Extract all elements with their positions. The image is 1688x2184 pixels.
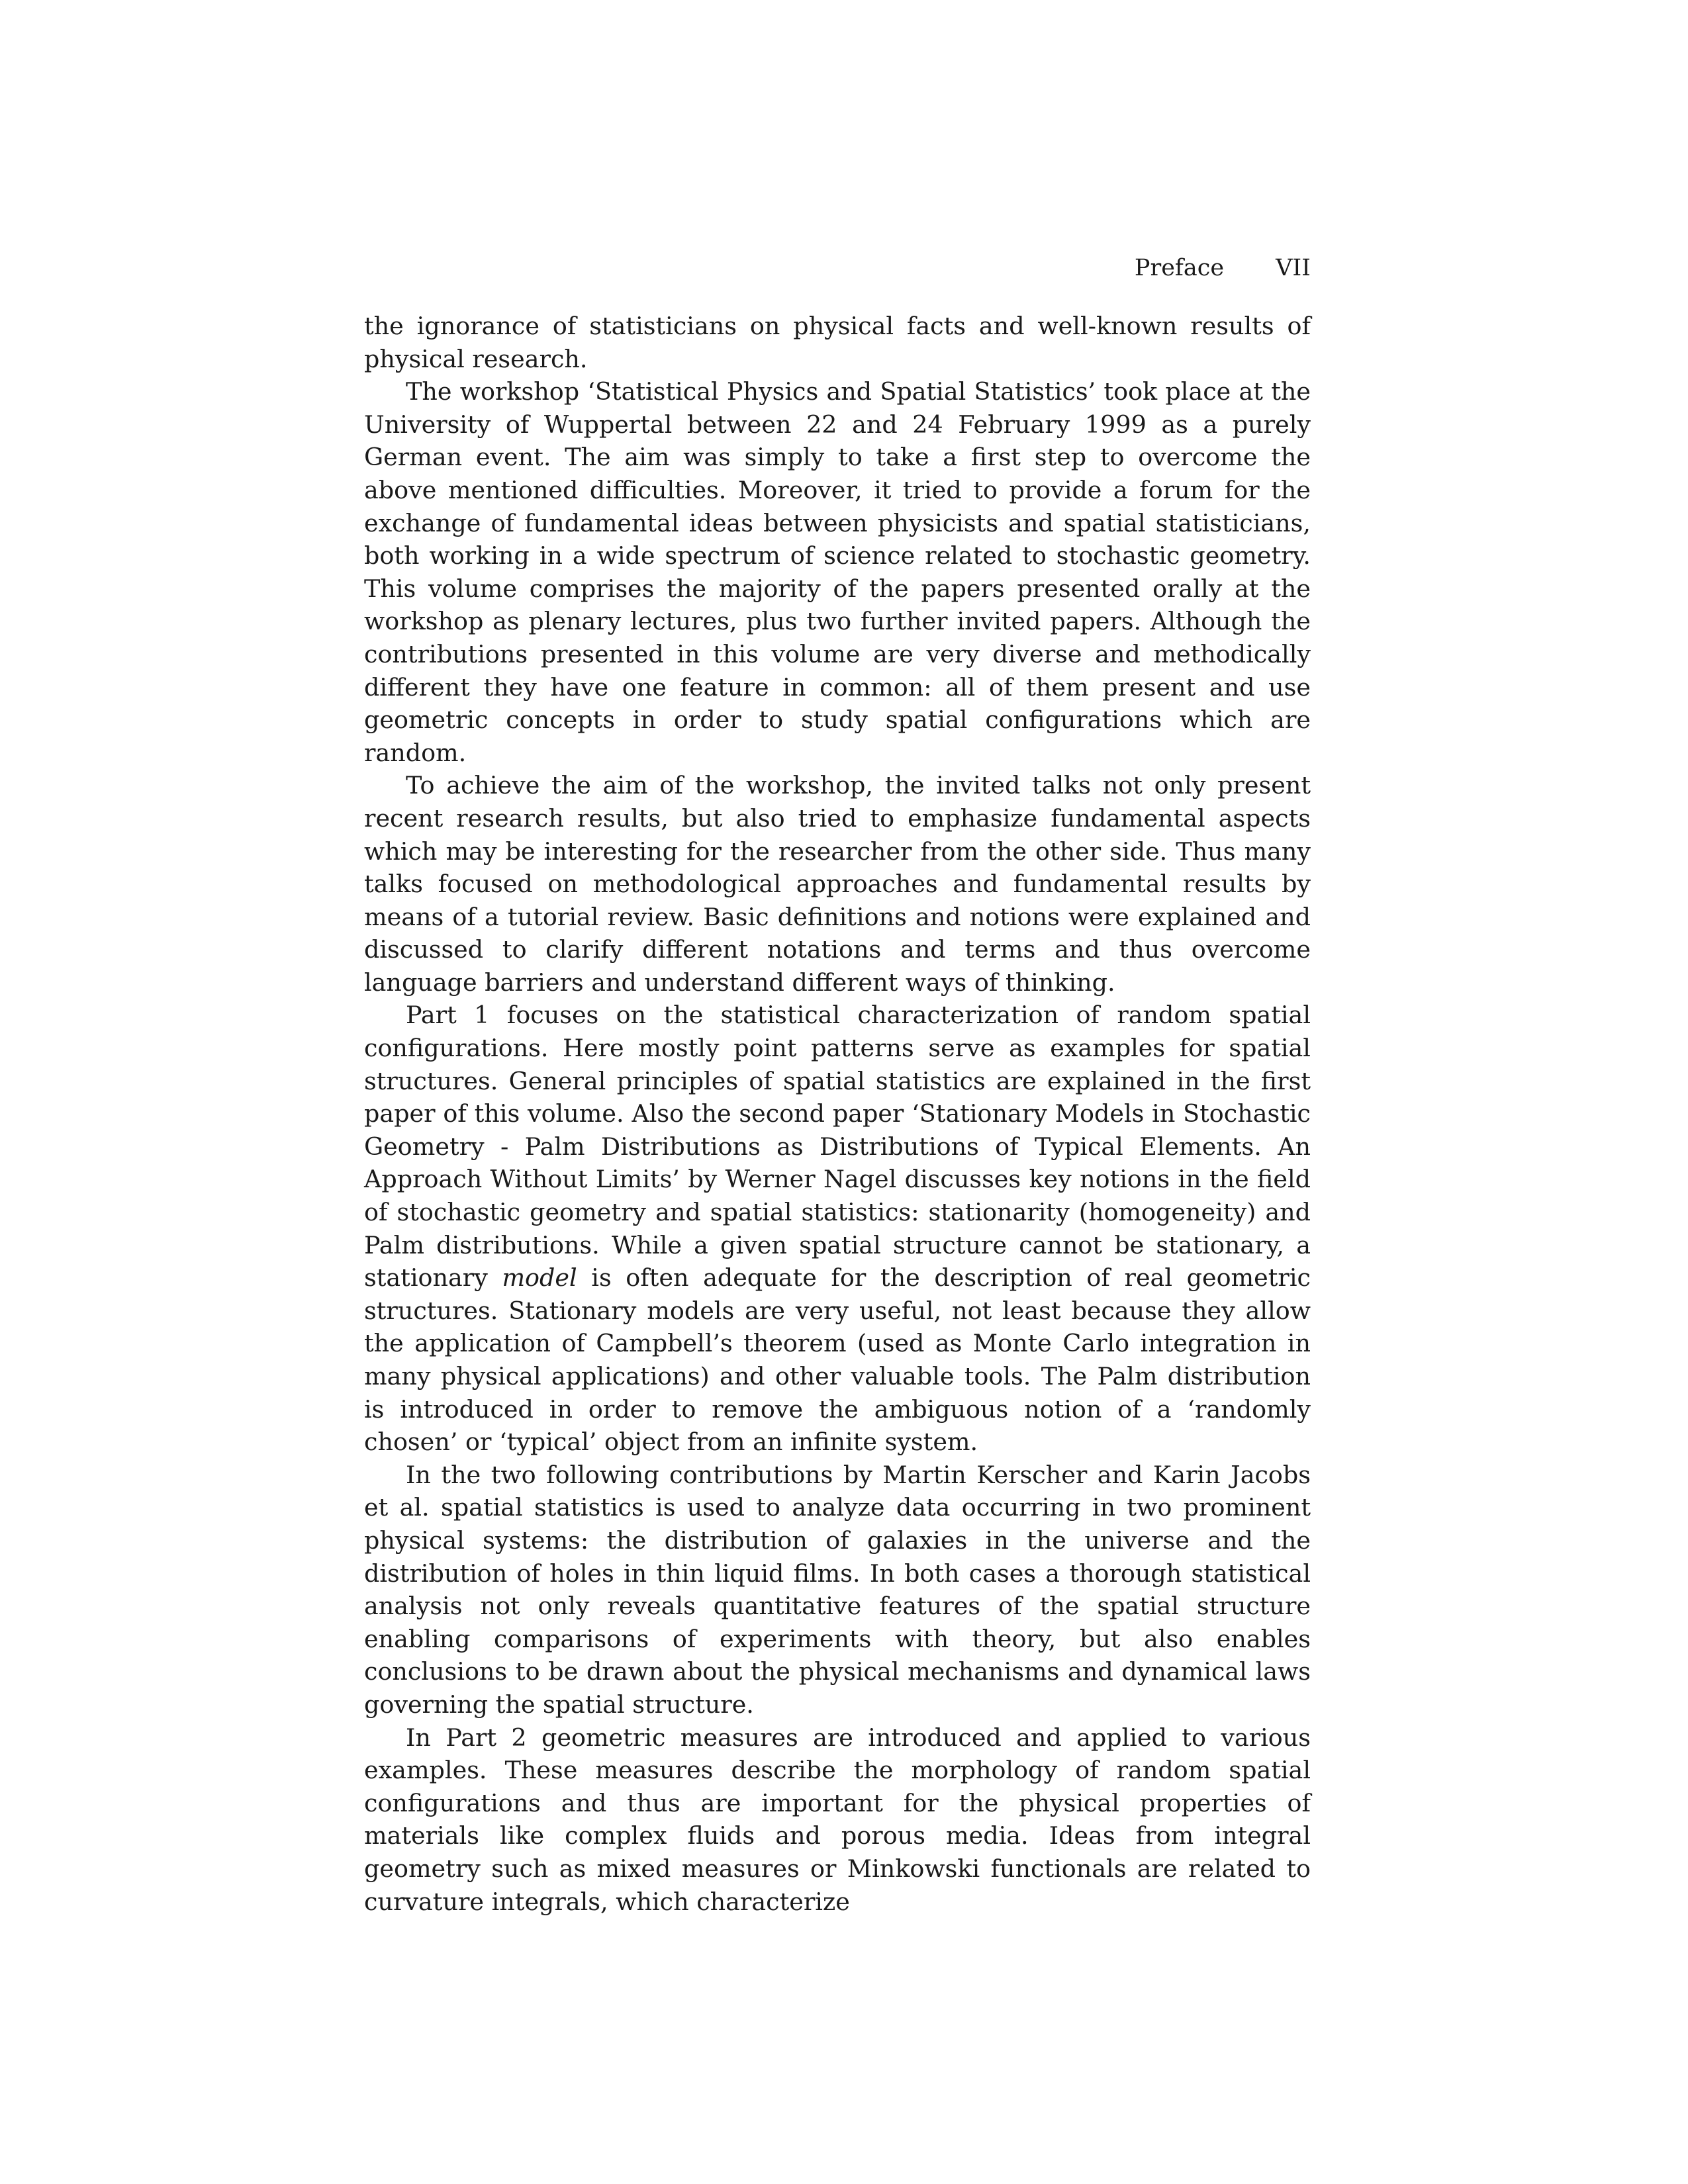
paragraph-1: the ignorance of statisticians on physical facts and well-known results of physical research. — [364, 312, 1311, 373]
paragraph-6: In Part 2 geometric measures are introduced and applied to various examples. These measures describe the morphology of random spatial configurations and thus are important for the physical properties of materials like complex fluids and porous media. Ideas from integral geometry such as mixed measures or Minkowski functionals are related to curvature integrals, which characterize — [364, 1723, 1311, 1916]
paragraph-4-part-2: is often adequate for the description of real geometric structures. Stationary models are very useful, not least because they allow the application of Campbell’s theorem (used as Monte Carlo integration in many physical applications) and other valuable tools. The Palm distribution is introduced in order to remove the ambiguous notion of a ‘randomly chosen’ or ‘typical’ object from an infinite system. — [364, 1263, 1311, 1457]
running-header — [364, 251, 1311, 285]
header-title: Preface — [1134, 255, 1225, 281]
paragraph-4-part-1: Part 1 focuses on the statistical characterization of random spatial configurations. Here mostly point patterns serve as examples for spatial structures. General principles of spatial statistics are explained in the first paper of this volume. Also the second paper ‘Stationary Models in Stochastic Geometry - Palm Distributions as Distributions of Typical Elements. An Approach Without Limits’ by Werner Nagel discusses key notions in the field of stochastic geometry and spatial statistics: stationarity (homogeneity) and Palm distributions. While a given spatial structure cannot be stationary, a stationary — [364, 1001, 1311, 1293]
body-text — [364, 310, 1311, 1918]
emphasis-model: model — [502, 1263, 577, 1293]
paragraph-4 — [364, 999, 1311, 1458]
paragraph-3: To achieve the aim of the workshop, the invited talks not only present recent research results, but also tried to emphasize fundamental aspects which may be interesting for the researcher from the other side. Thus many talks focused on methodological approaches and fundamental results by means of a tutorial review. Basic definitions and notions were explained and discussed to clarify different notations and terms and thus overcome language barriers and understand different ways of thinking. — [364, 771, 1311, 997]
page-number: VII — [1276, 255, 1311, 281]
paragraph-5: In the two following contributions by Martin Kerscher and Karin Jacobs et al. spatial statistics is used to analyze data occurring in two prominent physical systems: the distribution of galaxies in the universe and the distribution of holes in thin liquid films. In both cases a thorough statistical analysis not only reveals quantitative features of the spatial structure enabling comparisons of experiments with theory, but also enables conclusions to be drawn about the physical mechanisms and dynamical laws governing the spatial structure. — [364, 1460, 1311, 1719]
paragraph-2: The workshop ‘Statistical Physics and Spatial Statistics’ took place at the University of Wuppertal between 22 and 24 February 1999 as a purely German event. The aim was simply to take a first step to overcome the above mentioned difficulties. Moreover, it tried to provide a forum for the exchange of fundamental ideas between physicists and spatial statisticians, both working in a wide spectrum of science related to stochastic geometry. This volume comprises the majority of the papers presented orally at the workshop as plenary lectures, plus two further invited papers. Although the contributions presented in this volume are very diverse and methodically different they have one feature in common: all of them present and use geometric concepts in order to study spatial configurations which are random. — [364, 377, 1311, 767]
